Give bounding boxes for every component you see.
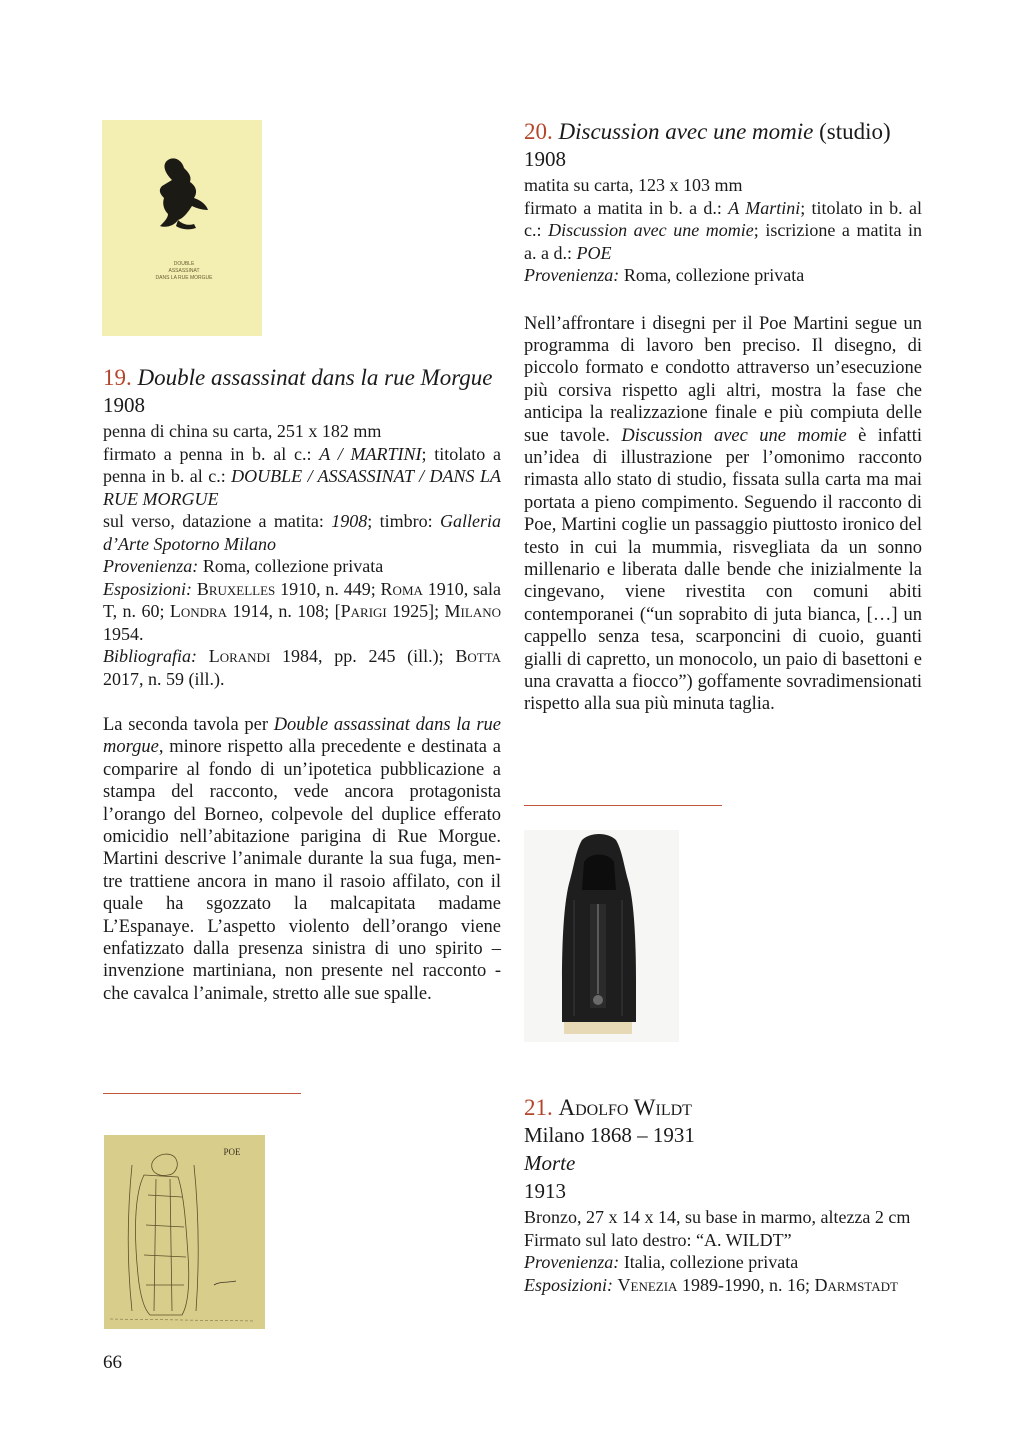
signed: Firmato sul lato destro: “A. WILDT”	[524, 1229, 792, 1250]
bibliography-author: Lorandi	[208, 646, 271, 666]
exhibition-detail: 1925];	[386, 601, 445, 621]
titled-label: ; titolato in b. al c.:	[524, 197, 922, 240]
artwork-details	[524, 174, 922, 287]
bibliography-label: Bibliografia:	[103, 646, 197, 666]
stamp-label: ; timbro:	[367, 511, 440, 531]
body-text: Nell’affrontare i disegni per il Poe Martini segue un programma di lavoro ben preciso. Il disegno, di piccolo formato e condotto attraverso un’esecuzione più corsiva rispetto agli altri, mostra la fase che anticipa la realizzazione finale e più compiuta delle sue tavole.	[524, 313, 922, 446]
exhibition-city: Roma	[380, 578, 423, 599]
exhibition-detail: 1914, n. 108; [	[227, 601, 341, 621]
artist-dates: Milano 1868 – 1931	[524, 1123, 695, 1147]
entry-20-description	[524, 313, 922, 716]
provenance-value: Roma, collezione privata	[198, 556, 384, 576]
verso-label: sul verso, datazione a matita:	[103, 511, 332, 531]
entry-number: 20.	[524, 119, 553, 144]
technique: penna di china su carta, 251 x 182 mm	[103, 421, 382, 441]
mummy-sketch-image	[104, 1135, 265, 1329]
exhibition-city: Darmstadt	[814, 1274, 898, 1295]
sketch-label: POE	[223, 1147, 241, 1157]
exhibition-detail: 1954.	[103, 623, 144, 644]
titled-value: DOUBLE / ASSASSINAT / DANS LA RUE MORGUE	[103, 466, 501, 509]
signed-label: firmato a penna in b. al c.:	[103, 443, 320, 464]
entry-number: 21.	[524, 1095, 553, 1120]
entry-19	[103, 364, 501, 1005]
provenance-label: Provenienza:	[524, 1252, 620, 1272]
page-number: 66	[103, 1352, 122, 1373]
artwork-date: 1908	[103, 393, 145, 417]
provenance-label: Provenienza:	[524, 265, 620, 285]
body-title: Double assassinat dans la rue morgue	[103, 715, 501, 758]
bibliography-detail: 1984, pp. 245 (ill.);	[270, 646, 456, 666]
section-divider	[524, 805, 722, 806]
bibliography-detail: 2017, n. 59 (ill.).	[103, 668, 225, 689]
exhibition-city: Venezia	[617, 1274, 678, 1295]
exhibition-city: Bruxelles	[196, 578, 276, 599]
exhibition-city: Londra	[169, 601, 228, 621]
entry-20	[524, 118, 922, 716]
caption-line-1: DOUBLE	[173, 261, 195, 267]
artwork-date: 1908	[524, 147, 566, 171]
title-suffix: (studio)	[813, 119, 891, 144]
inscription-value: POE	[576, 242, 612, 263]
provenance-value: Italia, collezione privata	[619, 1252, 799, 1272]
artwork-title: Discussion avec une momie	[558, 119, 814, 144]
titled-value: Discussion avec une momie	[548, 220, 754, 240]
artist-name: Adolfo Wildt	[558, 1095, 692, 1120]
section-divider	[103, 1093, 301, 1094]
exhibitions-label: Esposizioni:	[524, 1274, 614, 1295]
technique: Bronzo, 27 x 14 x 14, su base in marmo, altezza 2 cm	[524, 1207, 911, 1227]
body-text: , minore rispetto alla precedente e destinata a comparire al fondo di un’ipotetica pubblicazione a stampa del racconto, vede ancora protagonista l’orango del Borneo, colpevole del duplice efferato omicidio nell’abitazione parigina di Rue Morgue. Martini descrive l’animale durante la sua fuga, mentre trattiene ancora in mano il rasoio affilato, con il quale ha sgozzato la malcapitata madame L’Espanaye. L’aspetto violento dell’orango viene enfatizzato dalla presenza sinistra di uno spirito – invenzione martiniana, non presente nel racconto - che cavalca l’animale, stretto alle sue spalle.	[103, 737, 501, 1004]
caption-line-2: ASSASSINAT	[168, 268, 200, 274]
body-title: Discussion avec une momie	[621, 425, 847, 446]
provenance-value: Roma, collezione privata	[619, 265, 805, 285]
exhibition-city: Parigi	[340, 601, 387, 621]
entry-19-description	[103, 714, 501, 1005]
artwork-21-image	[524, 830, 679, 1042]
artwork-19-image	[102, 120, 262, 336]
artwork-details	[103, 420, 501, 690]
verso-date: 1908	[331, 511, 368, 531]
exhibition-city: Milano	[444, 601, 501, 621]
orangutan-drawing-image	[102, 120, 262, 336]
exhibition-detail: 1989-1990, n. 16;	[677, 1274, 815, 1295]
provenance-label: Provenienza:	[103, 556, 199, 576]
stamp-value: Galleria d’Arte Spotorno Milano	[103, 511, 501, 554]
entry-21-heading	[524, 1094, 922, 1122]
artwork-date: 1913	[524, 1179, 566, 1203]
artwork-title: Double assassinat dans la rue Morgue	[137, 365, 493, 390]
signed-label: firmato a matita in b. a d.:	[524, 197, 729, 218]
exhibition-detail: 1910, sala T, n. 60;	[103, 578, 501, 621]
titled-label: ; titolato a penna in b. al c.:	[103, 443, 501, 486]
caption-line-3: DANS LA RUE MORGUE	[155, 275, 213, 281]
body-text: è infatti un’idea di illustrazione per l’omonimo racconto rimasta allo stato di studio, fissata sulla carta ma mai portata a pieno compimento. Seguendo il racconto di Poe, Martini coglie un passaggio piuttosto ironico del testo in cui la mummia, risvegliata da un sonno millenario e liberata dalle bende che inizialmente la cingevano, viene rivestita con comuni abiti contemporanei (“un soprabito di juta bianca, […] un cappello senza tesa, scarponcini di cuoio, guanti gialli di capretto, un monocolo, un paio di basettoni e una cravatta a fiocco”) goffamente sovradimensionati rispetto alla sua più minuta taglia.	[524, 425, 922, 715]
artwork-details	[524, 1206, 922, 1296]
entry-19-heading	[103, 364, 501, 392]
technique: matita su carta, 123 x 103 mm	[524, 175, 743, 195]
signed-value: A Martini	[728, 197, 801, 218]
signed-value: A / MARTINI	[319, 443, 422, 464]
body-text: La seconda tavola per	[103, 715, 274, 735]
artwork-title: Morte	[524, 1151, 576, 1175]
entry-21	[524, 1094, 922, 1296]
bibliography-author: Botta	[455, 646, 501, 666]
entry-20-heading	[524, 118, 922, 146]
exhibitions-label: Esposizioni:	[103, 578, 193, 599]
artwork-20-image	[104, 1135, 265, 1329]
bronze-sculpture-image	[524, 830, 679, 1042]
inscription-label: ; iscrizione a matita in a. a d.:	[524, 220, 923, 263]
exhibition-detail: 1910, n. 449;	[275, 578, 381, 599]
entry-number: 19.	[103, 365, 132, 390]
